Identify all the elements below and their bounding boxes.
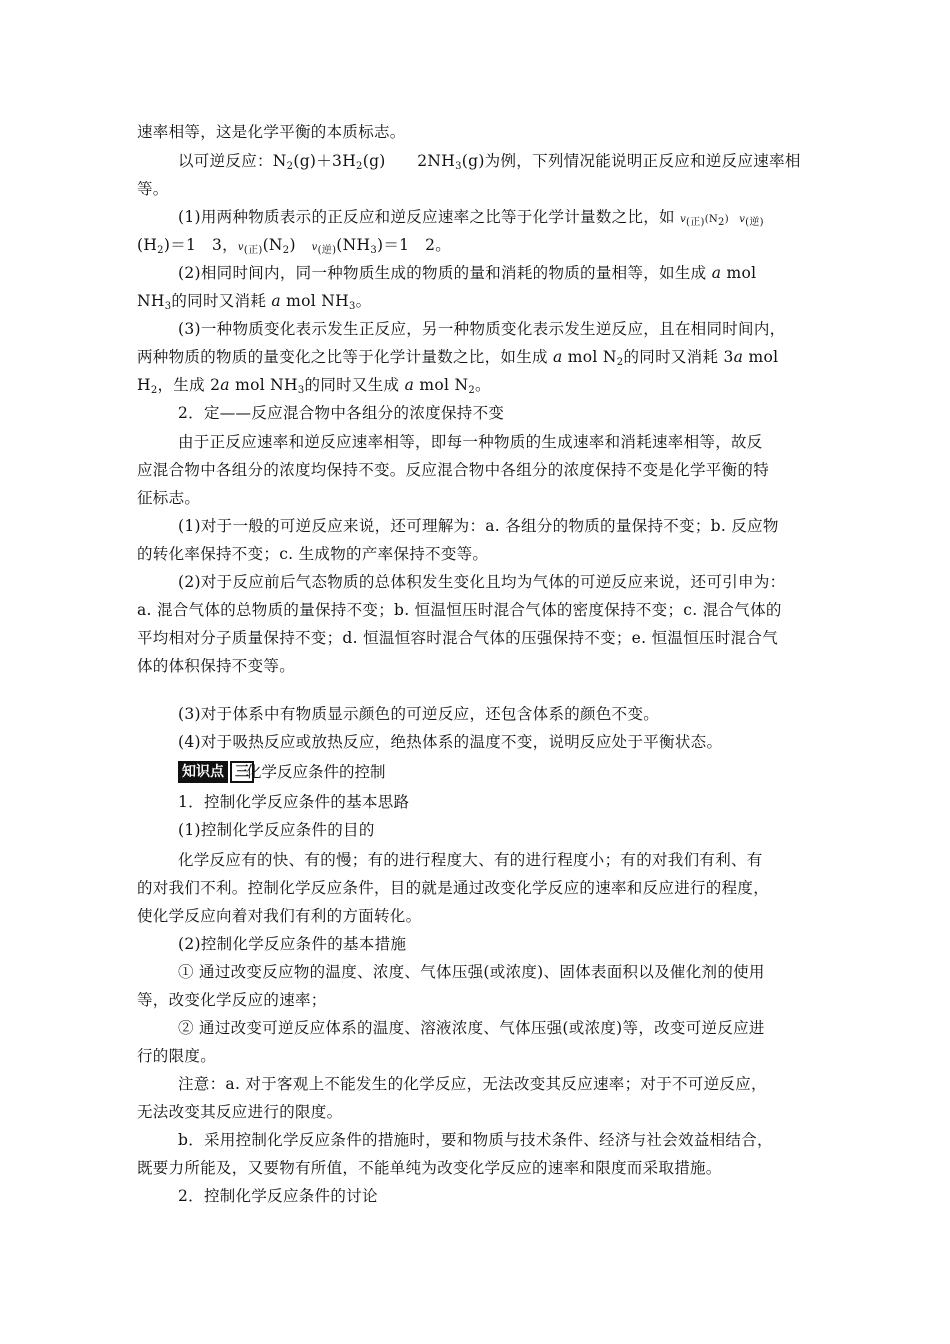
paragraph-line: 体的体积保持不变等。	[137, 657, 296, 675]
badge-label: 知识点	[178, 761, 228, 783]
paragraph-line: 使化学反应向着对我们有利的方面转化。	[137, 907, 422, 925]
paragraph-line: (1)用两种物质表示的正反应和逆反应速率之比等于化学计量数之比，如 $v_{(正)}(N_2)$ $v_{(逆)}$	[178, 208, 764, 228]
paragraph-line: 两种物质的物质的量变化之比等于化学计量数之比，如生成 a mol $N_2$的同时又消耗 3a mol	[137, 348, 779, 368]
paragraph-line: $H_2$，生成 2a mol $NH_3$的同时又生成 a mol $N_2$。	[137, 376, 491, 396]
paragraph-line: 速率相等，这是化学平衡的本质标志。	[137, 123, 406, 141]
paragraph-line: 既要力所能及，又要物有所值，不能单纯为改变化学反应的速率和限度而采取措施。	[137, 1159, 722, 1177]
paragraph-line: 等，改变化学反应的速率；	[137, 991, 327, 1009]
paragraph-line: (1)对于一般的可逆反应来说，还可理解为：a. 各组分的物质的量保持不变；b. 反应物	[178, 517, 779, 535]
paragraph-line: 平均相对分子质量保持不变；d. 恒温恒容时混合气体的压强保持不变；e. 恒温恒压时混合气	[137, 629, 779, 647]
knowledge-point-title: 化学反应条件的控制	[246, 763, 386, 781]
paragraph-line: 应混合物中各组分的浓度均保持不变。反应混合物中各组分的浓度保持不变是化学平衡的特	[137, 461, 770, 479]
paragraph-line: (3)对于体系中有物质显示颜色的可逆反应，还包含体系的颜色不变。	[178, 705, 660, 723]
badge-number: 三	[230, 761, 254, 783]
paragraph-line: (4)对于吸热反应或放热反应，绝热体系的温度不变，说明反应处于平衡状态。	[178, 733, 723, 751]
paragraph-line: (3)一种物质变化表示发生正反应，另一种物质变化表示发生逆反应，且在相同时间内，	[178, 320, 786, 338]
paragraph-line: 的对我们不利。控制化学反应条件，目的就是通过改变化学反应的速率和反应进行的程度，	[137, 879, 770, 897]
paragraph-line: $NH_3$的同时又消耗 a mol $NH_3$。	[137, 292, 372, 312]
knowledge-point-badge	[178, 761, 254, 783]
paragraph-line: a. 混合气体的总物质的量保持不变；b. 恒温恒压时混合气体的密度保持不变；c. 混合气体的	[137, 601, 782, 619]
subsection-heading: (1)控制化学反应条件的目的	[178, 821, 375, 839]
paragraph-line: ① 通过改变反应物的温度、浓度、气体压强(或浓度)、固体表面积以及催化剂的使用	[178, 963, 765, 981]
paragraph-line: 行的限度。	[137, 1047, 217, 1065]
section-heading: 1．控制化学反应条件的基本思路	[178, 793, 410, 811]
section-heading: 2．定——反应混合物中各组分的浓度保持不变	[178, 404, 505, 422]
paragraph-line: 由于正反应速率和逆反应速率相等，即每一种物质的生成速率和消耗速率相等，故反	[178, 433, 763, 451]
section-heading: 2．控制化学反应条件的讨论	[178, 1187, 378, 1205]
paragraph-line: 的转化率保持不变；c. 生成物的产率保持不变等。	[137, 545, 489, 563]
paragraph-line: ② 通过改变可逆反应体系的温度、溶液浓度、气体压强(或浓度)等，改变可逆反应进	[178, 1019, 765, 1037]
subsection-heading: (2)控制化学反应条件的基本措施	[178, 935, 407, 953]
equation-line: 以可逆反应：$N_2(g)+3H_2(g)$ $2NH_3(g)$为例，下列情况能说明正反应和逆反应速率相	[178, 152, 801, 172]
paragraph-line: $(H_2)=1$ 3，$v_{(正)}(N_2)$ $v_{(逆)}(NH_3)=1$ 2。	[137, 236, 452, 256]
paragraph-line: (2)对于反应前后气态物质的总体积发生变化且均为气体的可逆反应来说，还可引申为：	[178, 573, 786, 591]
paragraph-line: 无法改变其反应进行的限度。	[137, 1103, 343, 1121]
paragraph-line: b．采用控制化学反应条件的措施时，要和物质与技术条件、经济与社会效益相结合，	[178, 1131, 773, 1149]
paragraph-line: 化学反应有的快、有的慢；有的进行程度大、有的进行程度小；有的对我们有利、有	[178, 851, 763, 869]
paragraph-line: 注意：a. 对于客观上不能发生的化学反应，无法改变其反应速率；对于不可逆反应，	[178, 1075, 767, 1093]
paragraph-line: 征标志。	[137, 489, 201, 507]
paragraph-line: 等。	[137, 180, 169, 198]
paragraph-line: (2)相同时间内，同一种物质生成的物质的量和消耗的物质的量相等，如生成 a mol	[178, 264, 757, 282]
